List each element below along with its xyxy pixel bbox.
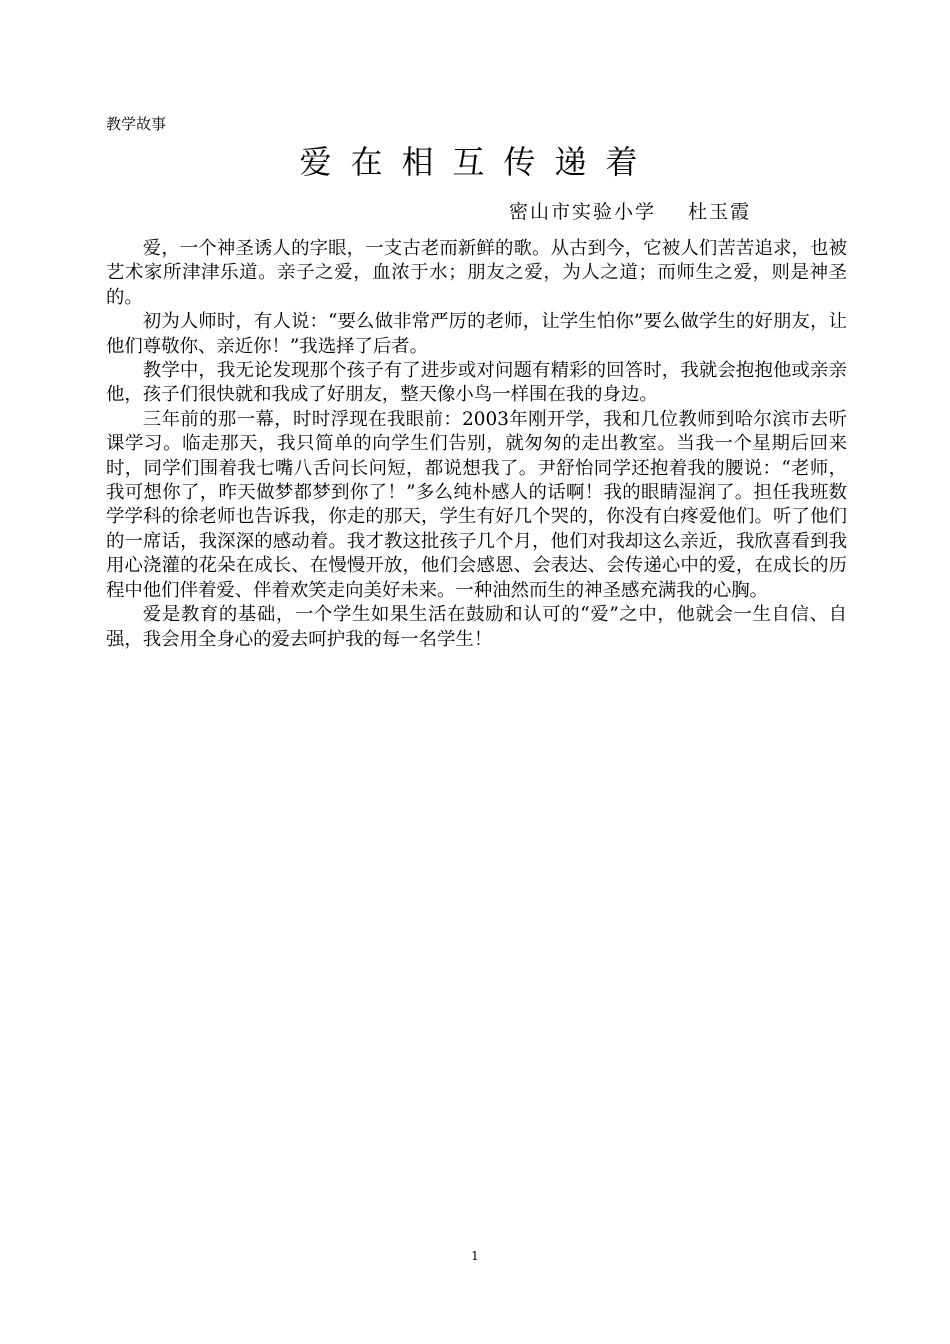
category-label: 教学故事 [106,115,167,133]
paragraph: 初为人师时，有人说：“要么做非常严厉的老师，让学生怕你”要么做学生的好朋友，让他们尊敬你、亲近你！”我选择了后者。 [106,311,847,357]
author-byline: 密山市实验小学 杜玉霞 [509,201,752,223]
paragraph: 爱是教育的基础，一个学生如果生活在鼓励和认可的“爱”之中，他就会一生自信、自强，我会用全身心的爱去呵护我的每一名学生！ [106,604,847,650]
document-title: 爱在相互传递着 [299,143,657,181]
document-body [106,237,847,652]
paragraph: 教学中，我无论发现那个孩子有了进步或对问题有精彩的回答时，我就会抱抱他或亲亲他，孩子们很快就和我成了好朋友，整天像小鸟一样围在我的身边。 [106,360,847,406]
page-number: 1 [471,1249,479,1263]
paragraph: 三年前的那一幕，时时浮现在我眼前：2003年刚开学，我和几位教师到哈尔滨市去听课学习。临走那天，我只简单的向学生们告别，就匆匆的走出教室。当我一个星期后回来时，同学们围着我七嘴八舌问长问短，都说想我了。尹舒怡同学还抱着我的腰说：“老师，我可想你了，昨天做梦都梦到你了！”多么纯朴感人的话啊！我的眼睛湿润了。担任我班数学学科的徐老师也告诉我，你走的那天，学生有好几个哭的，你没有白疼爱他们。听了他们的一席话，我深深的感动着。我才教这批孩子几个月，他们对我却这么亲近，我欣喜看到我用心浇灌的花朵在成长、在慢慢开放，他们会感恩、会表达、会传递心中的爱，在成长的历程中他们伴着爱、伴着欢笑走向美好未来。一种油然而生的神圣感充满我的心胸。 [106,408,847,601]
paragraph: 爱，一个神圣诱人的字眼，一支古老而新鲜的歌。从古到今，它被人们苦苦追求，也被艺术家所津津乐道。亲子之爱，血浓于水；朋友之爱，为人之道；而师生之爱，则是神圣的。 [106,238,847,308]
